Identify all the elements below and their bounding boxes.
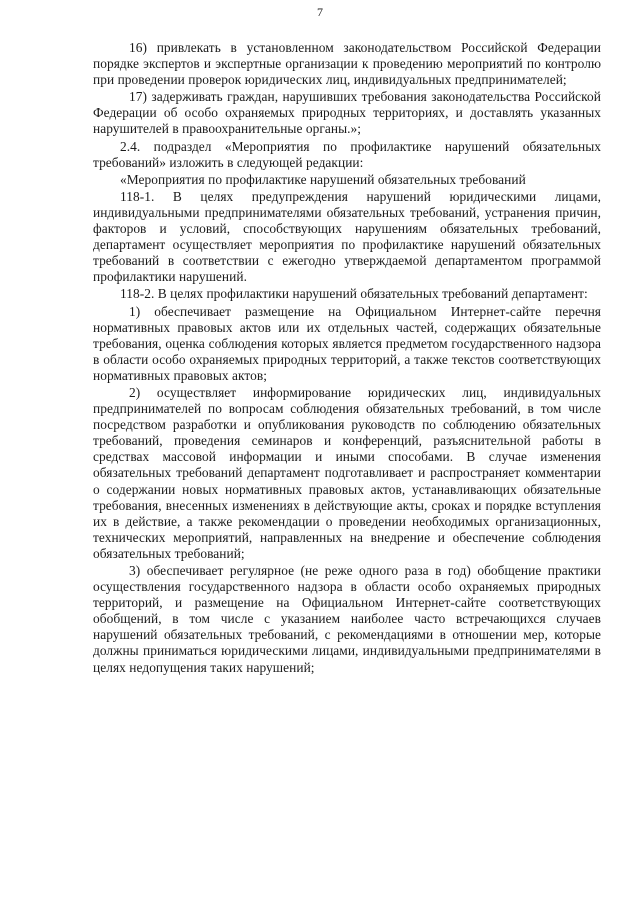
subsection-title: «Мероприятия по профилактике нарушений обязательных требований xyxy=(120,171,526,187)
page-number: 7 xyxy=(317,5,323,19)
document-body xyxy=(93,40,601,676)
paragraph-item-2-4: 2.4. подраздел «Мероприятия по профилактике нарушений обязательных требований» изложить в следующей редакции: xyxy=(93,138,601,170)
paragraph-subitem-2: 2) осуществляет информирование юридических лиц, индивидуальных предпринимателей по вопросам соблюдения обязательных требований, в том числе посредством разработки и опубликования руководств по соблюдению обязательных требований, проведения семинаров и конференций, разъяснительной работы в средствах массовой информации и иными способами. В случае изменения обязательных требований департамент подготавливает и распространяет комментарии о содержании новых нормативных правовых актов, устанавливающих обязательные требования, внесенных изменениях в действующие акты, сроках и порядке вступления их в действие, а также рекомендации о проведении необходимых организационных, технических мероприятий, направленных на внедрение и обеспечение соблюдения обязательных требований; xyxy=(93,384,601,561)
paragraph-subitem-3: 3) обеспечивает регулярное (не реже одного раза в год) обобщение практики осуществления государственного надзора в области особо охраняемых природных территорий, и размещение на Официальном Интернет-сайте соответствующих обобщений, в том числе с указанием наиболее часто встречающихся случаев нарушений обязательных требований, с рекомендациями в отношении мер, которые должны приниматься юридическими лицами, индивидуальными предпринимателями в целях недопущения таких нарушений; xyxy=(93,563,601,675)
paragraph-subitem-1: 1) обеспечивает размещение на Официальном Интернет-сайте перечня нормативных правовых актов или их отдельных частей, содержащих обязательные требования, оценка соблюдения которых является предметом государственного надзора в области особо охраняемых природных территорий, а также текстов соответствующих нормативных правовых актов; xyxy=(93,303,601,383)
paragraph-item-16: 16) привлекать в установленном законодательством Российской Федерации порядке экспертов и экспертные организации к проведению мероприятий по контролю при проведении проверок юридических лиц, индивидуальных предпринимателей; xyxy=(93,40,601,88)
paragraph-item-118-1: 118-1. В целях предупреждения нарушений юридическими лицами, индивидуальными предпринимателями обязательных требований, устранения причин, факторов и условий, способствующих нарушениям обязательных требований, департамент осуществляет мероприятия по профилактике нарушений обязательных требований в соответствии с ежегодно утверждаемой департаментом программой профилактики нарушений. xyxy=(93,188,601,285)
paragraph-item-17: 17) задерживать граждан, нарушивших требования законодательства Российской Федерации об особо охраняемых природных территориях, и доставлять указанных нарушителей в правоохранительные органы.»; xyxy=(93,89,601,137)
paragraph-item-118-2: 118-2. В целях профилактики нарушений обязательных требований департамент: xyxy=(120,286,588,302)
